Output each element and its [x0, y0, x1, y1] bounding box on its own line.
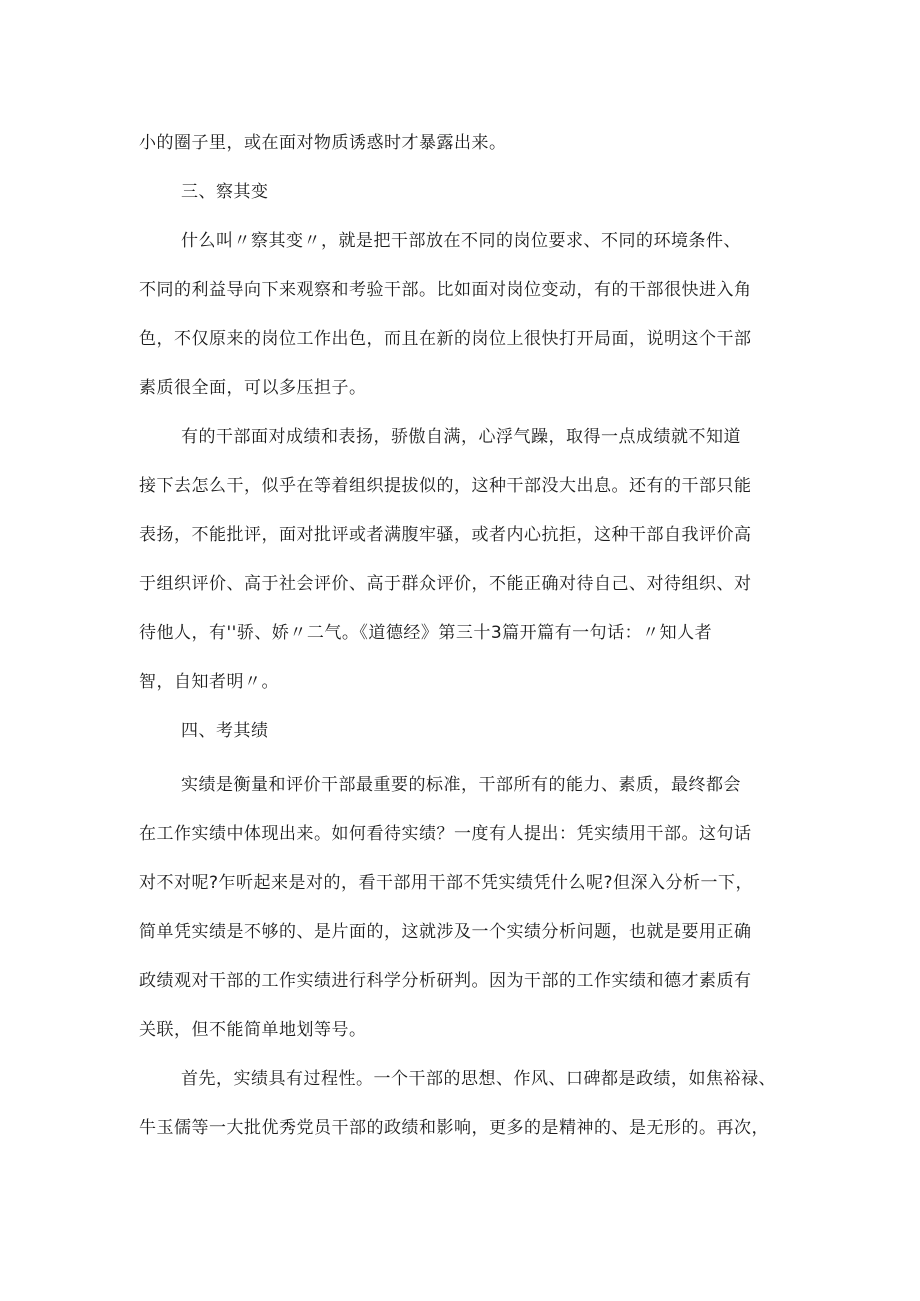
section-heading: 三、察其变 — [181, 182, 269, 202]
paragraph-line: 色，不仅原来的岗位工作出色，而且在新的岗位上很快打开局面，说明这个干部 — [139, 329, 752, 349]
paragraph-line: 待他人，有''骄、娇〃二气。《道德经》第三十3篇开篇有一句话：〃知人者 — [139, 623, 713, 643]
paragraph-line: 接下去怎么干，似乎在等着组织提拔似的，这种干部没大出息。还有的干部只能 — [139, 476, 752, 496]
paragraph-line: 于组织评价、高于社会评价、高于群众评价，不能正确对待自己、对待组织、对 — [139, 574, 752, 594]
paragraph-line: 实绩是衡量和评价干部最重要的标准，干部所有的能力、素质，最终都会 — [181, 775, 741, 795]
paragraph-line: 对不对呢?乍听起来是对的，看干部用干部不凭实绩凭什么呢?但深入分析一下， — [139, 873, 754, 893]
paragraph-line: 牛玉儒等一大批优秀党员干部的政绩和影响，更多的是精神的、是无形的。再次， — [139, 1118, 769, 1138]
paragraph-line: 智，自知者明〃。 — [139, 672, 279, 692]
paragraph-line: 关联，但不能简单地划等号。 — [139, 1020, 367, 1040]
paragraph-line: 首先，实绩具有过程性。一个干部的思想、作风、口碑都是政绩，如焦裕禄、 — [181, 1069, 776, 1089]
paragraph-line: 不同的利益导向下来观察和考验干部。比如面对岗位变动，有的干部很快进入角 — [139, 280, 752, 300]
paragraph-line: 表扬，不能批评，面对批评或者满腹牢骚，或者内心抗拒，这种干部自我评价高 — [139, 525, 752, 545]
paragraph-line: 有的干部面对成绩和表扬，骄傲自满，心浮气躁，取得一点成绩就不知道 — [181, 427, 741, 447]
paragraph-line: 政绩观对干部的工作实绩进行科学分析研判。因为干部的工作实绩和德才素质有 — [139, 971, 752, 991]
paragraph-line: 素质很全面，可以多压担子。 — [139, 378, 367, 398]
paragraph-line: 小的圈子里，或在面对物质诱惑时才暴露出来。 — [139, 133, 507, 153]
paragraph-line: 什么叫〃察其变〃，就是把干部放在不同的岗位要求、不同的环境条件、 — [181, 231, 741, 251]
section-heading: 四、考其绩 — [181, 721, 269, 741]
paragraph-line: 在工作实绩中体现出来。如何看待实绩？一度有人提出：凭实绩用干部。这句话 — [139, 824, 752, 844]
paragraph-line: 简单凭实绩是不够的、是片面的，这就涉及一个实绩分析问题，也就是要用正确 — [139, 922, 752, 942]
